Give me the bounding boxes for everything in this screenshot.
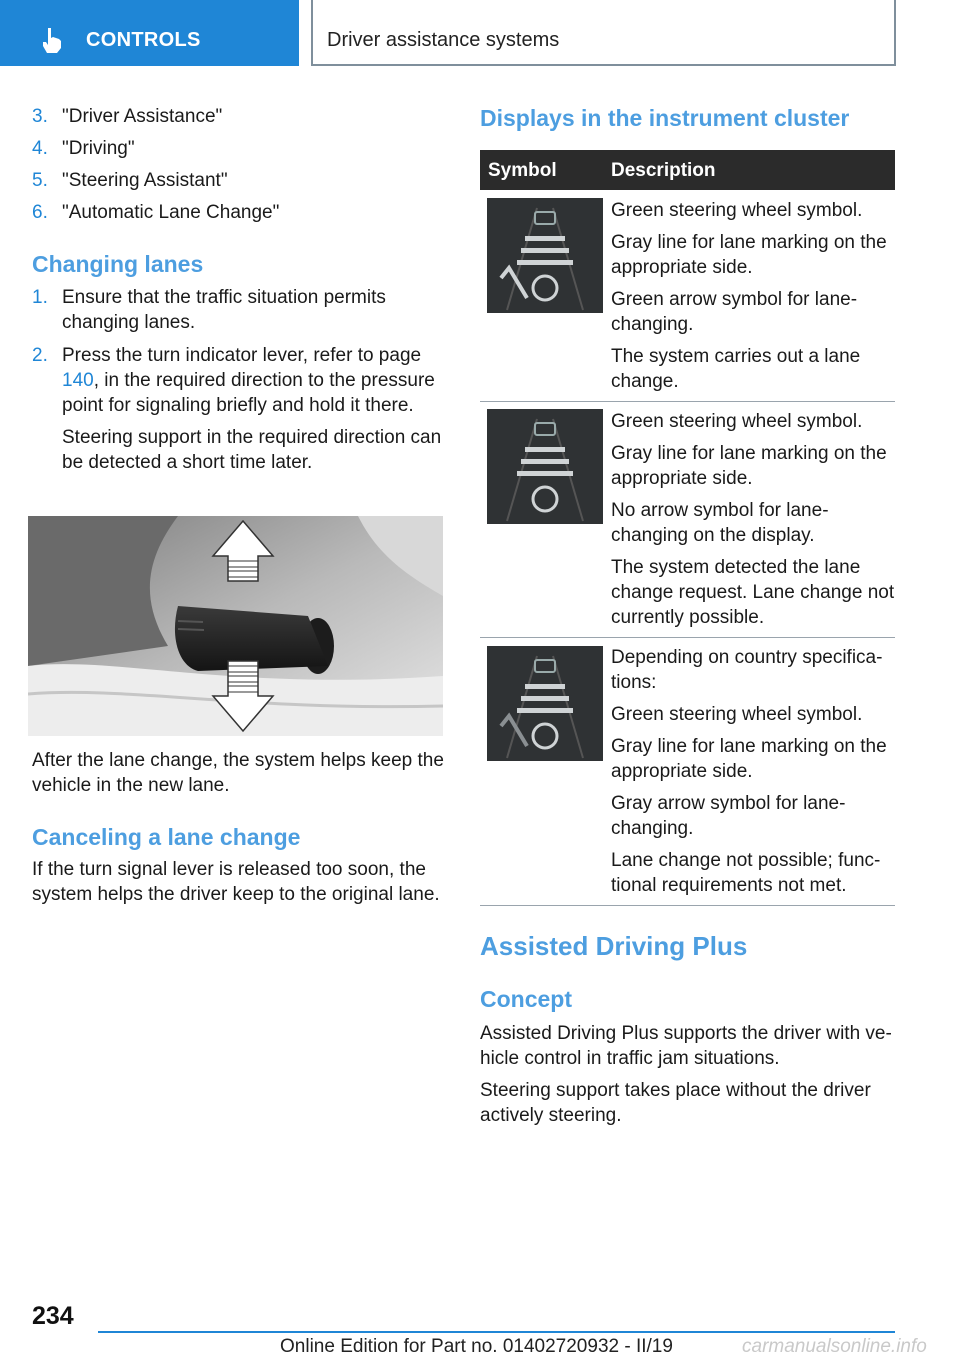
lane-change-request-symbol xyxy=(487,409,603,524)
step-note: Steering support in the required direction can be detected a short time later. xyxy=(62,427,442,473)
step-number: 2. xyxy=(32,345,48,366)
steps-list xyxy=(32,104,452,232)
step-number: 1. xyxy=(32,287,48,308)
page-number: 234 xyxy=(32,1302,74,1330)
step-number: 5. xyxy=(32,170,48,191)
description-line: Lane change not possible; func-tional requirements not met. xyxy=(611,850,881,896)
assisted-paragraph-1: Assisted Driving Plus supports the driver with ve-hicle control in traffic jam situations. xyxy=(480,1023,892,1069)
col-description-header: Description xyxy=(611,160,716,181)
hand-pointer-icon xyxy=(40,26,64,54)
step-text-part: , in the required direction to the pressure point for signaling briefly and hold it there. xyxy=(62,370,435,416)
description-line: Green steering wheel symbol. xyxy=(611,704,863,725)
description-cell xyxy=(611,198,895,401)
lane-change-unavailable-symbol xyxy=(487,646,603,761)
description-line: Green arrow symbol for lane-changing. xyxy=(611,289,858,335)
changing-lanes-steps xyxy=(32,285,452,508)
description-cell xyxy=(611,409,895,637)
step-text: Ensure that the traffic situation permits changing lanes. xyxy=(62,287,386,333)
list-item xyxy=(32,285,452,343)
description-line: Gray line for lane marking on the appropriate side. xyxy=(611,232,887,278)
watermark: carmanualsonline.info xyxy=(742,1336,927,1357)
turn-lever-illustration xyxy=(28,516,443,736)
step-text: "Steering Assistant" xyxy=(62,170,228,191)
list-item xyxy=(32,104,452,136)
chapter-title: Driver assistance systems xyxy=(327,29,560,51)
section-label: CONTROLS xyxy=(86,29,201,51)
table-divider xyxy=(480,637,895,638)
step-text xyxy=(62,343,452,475)
step-text: "Driver Assistance" xyxy=(62,106,223,127)
edition-text: Online Edition for Part no. 01402720932 - II/19 xyxy=(280,1336,673,1357)
table-divider xyxy=(480,905,895,906)
after-change-text: After the lane change, the system helps keep the vehicle in the new lane. xyxy=(32,750,444,796)
section-heading: Canceling a lane change xyxy=(32,824,301,850)
section-heading: Changing lanes xyxy=(32,251,204,277)
step-number: 3. xyxy=(32,106,48,127)
displays-heading: Displays in the instrument cluster xyxy=(480,105,850,131)
col-symbol-header: Symbol xyxy=(488,160,557,181)
step-text-part: Press the turn indicator lever, refer to page xyxy=(62,345,422,366)
list-item xyxy=(32,136,452,168)
step-text: "Driving" xyxy=(62,138,135,159)
description-line: The system detected the lane change request. Lane change not currently possible. xyxy=(611,557,895,628)
description-line: Green steering wheel symbol. xyxy=(611,200,863,221)
list-item xyxy=(32,343,452,508)
description-line: Gray line for lane marking on the appropriate side. xyxy=(611,443,887,489)
section-tab[interactable] xyxy=(0,0,299,66)
concept-heading: Concept xyxy=(480,986,572,1012)
description-line: Depending on country specifica-tions: xyxy=(611,647,883,693)
description-line: Gray arrow symbol for lane-changing. xyxy=(611,793,846,839)
list-item xyxy=(32,200,452,232)
footer-rule xyxy=(98,1331,895,1333)
chapter-header xyxy=(311,0,896,66)
assisted-heading: Assisted Driving Plus xyxy=(480,931,748,961)
step-number: 6. xyxy=(32,202,48,223)
canceling-text: If the turn signal lever is released too soon, the system helps the driver keep to the original lane. xyxy=(32,859,440,905)
step-number: 4. xyxy=(32,138,48,159)
table-divider xyxy=(480,401,895,402)
page-link[interactable]: 140 xyxy=(62,370,94,391)
list-item xyxy=(32,168,452,200)
description-line: Green steering wheel symbol. xyxy=(611,411,863,432)
description-line: The system carries out a lane change. xyxy=(611,346,861,392)
description-line: No arrow symbol for lane-changing on the display. xyxy=(611,500,829,546)
table-header xyxy=(480,150,895,190)
description-cell xyxy=(611,645,895,905)
lane-change-active-symbol xyxy=(487,198,603,313)
assisted-paragraph-2: Steering support takes place without the driver actively steering. xyxy=(480,1080,871,1126)
description-line: Gray line for lane marking on the appropriate side. xyxy=(611,736,887,782)
step-text: "Automatic Lane Change" xyxy=(62,202,280,223)
